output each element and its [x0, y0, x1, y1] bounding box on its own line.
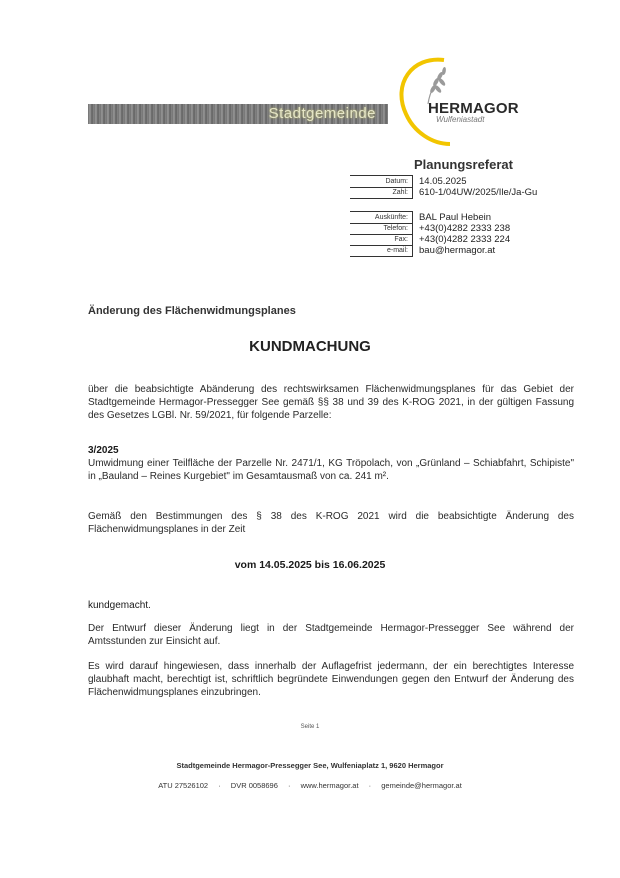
contact-fax-label: Fax:: [350, 234, 413, 246]
inspection-paragraph: [88, 622, 574, 648]
footer-mail-link[interactable]: gemeinde@hermagor.at: [381, 781, 462, 790]
reference-number-label: Zahl:: [350, 187, 413, 199]
case-description: [88, 457, 574, 483]
intro-text: über die beabsichtigte Abänderung des rechtswirksamen Flächenwidmungsplanes für das Gebiet der Stadtgemeinde Hermagor-Pressegger See gemäß §§ 38 und 39 des K-ROG 2021, in der gültigen Fassung des Gesetzes LGBl. Nr. 59/2021, für folgende Parzelle:: [88, 384, 574, 421]
footer-identifiers: [0, 781, 620, 790]
reference-date-value: 14.05.2025: [419, 176, 467, 187]
reference-number-value: 610-1/04UW/2025/Ile/Ja-Gu: [419, 187, 538, 198]
department-title: Planungsreferat: [414, 157, 513, 172]
footer-separator: ·: [218, 781, 221, 790]
provision-text: Gemäß den Bestimmungen des § 38 des K-ROG 2021 wird die beabsichtigte Änderung des Flächenwidmungsplanes in der Zeit: [88, 511, 574, 535]
contact-row: [350, 212, 510, 223]
banner-text: Stadtgemeinde: [268, 105, 376, 122]
display-period: vom 14.05.2025 bis 16.06.2025: [234, 559, 386, 571]
contact-email-value: bau@hermagor.at: [419, 245, 496, 256]
contact-phone-label: Telefon:: [350, 223, 413, 235]
contact-row: [350, 223, 510, 234]
footer-dvr: DVR 0058696: [230, 781, 278, 790]
brand-subtitle: Wulfeniastadt: [436, 115, 485, 124]
reference-number-row: [350, 187, 537, 198]
reference-block: [350, 176, 537, 198]
document-title: KUNDMACHUNG: [249, 338, 371, 355]
contact-row: [350, 234, 510, 245]
case-number: 3/2025: [88, 445, 119, 456]
document-subject: Änderung des Flächenwidmungsplanes: [88, 305, 296, 317]
reference-date-row: [350, 176, 537, 187]
contact-info-label: Auskünfte:: [350, 211, 413, 224]
brand-name: HERMAGOR: [428, 100, 519, 117]
contact-fax-value: +43(0)4282 2333 224: [419, 234, 511, 245]
inspection-text: Der Entwurf dieser Änderung liegt in der Stadtgemeinde Hermagor-Pressegger See während der Amtsstunden zur Einsicht auf.: [88, 623, 574, 647]
wheat-icon: [428, 67, 446, 104]
contact-row: [350, 245, 510, 256]
footer-web-link[interactable]: www.hermagor.at: [300, 781, 359, 790]
notice-text: Es wird darauf hingewiesen, dass innerhalb der Auflagefrist jedermann, der ein berechtigtes Interesse glaubhaft macht, berechtigt ist, schriftlich begründete Einwendungen gegen den Entwurf der Änderung des Flächenwidmungsplanes einzubringen.: [88, 661, 574, 698]
case-description-text: Umwidmung einer Teilfläche der Parzelle Nr. 2471/1, KG Tröpolach, von „Grünland – Schiabfahrt, Schipiste" in „Bauland – Reines Kurgebiet" im Gesamtausmaß von ca. 241 m².: [88, 458, 574, 482]
contact-email-label: e-mail:: [350, 245, 413, 257]
footer-separator: ·: [288, 781, 291, 790]
reference-date-label: Datum:: [350, 175, 413, 188]
contact-phone-value: +43(0)4282 2333 238: [419, 223, 511, 234]
notice-paragraph: [88, 660, 574, 699]
page-number: Seite 1: [300, 724, 320, 730]
provision-paragraph: [88, 510, 574, 536]
footer-separator: ·: [368, 781, 372, 790]
footer-atu: ATU 27526102: [158, 781, 209, 790]
contact-info-value: BAL Paul Hebein: [419, 212, 492, 223]
announced-text: kundgemacht.: [88, 600, 151, 611]
footer-address: Stadtgemeinde Hermagor-Pressegger See, Wulfeniaplatz 1, 9620 Hermagor: [176, 761, 444, 770]
contact-block: [350, 212, 510, 256]
intro-paragraph: [88, 383, 574, 422]
header-banner: [88, 104, 388, 124]
